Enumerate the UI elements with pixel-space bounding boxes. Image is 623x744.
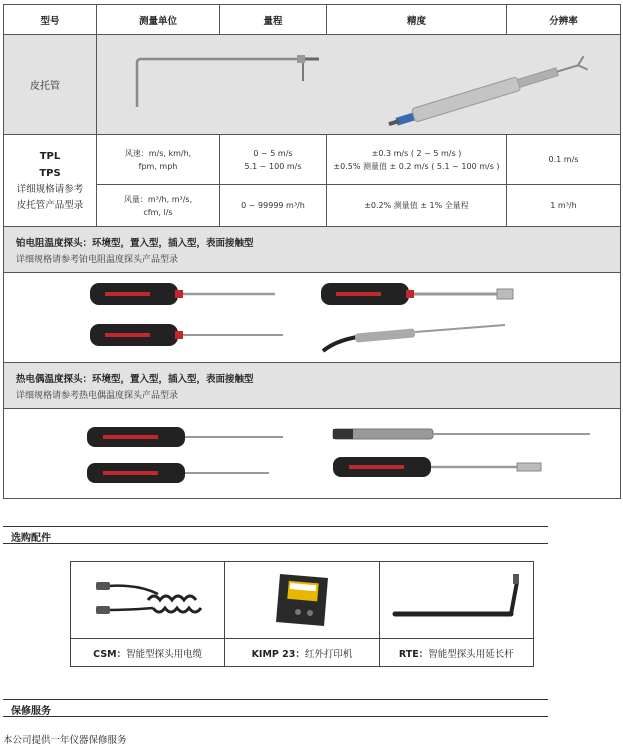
tpl-model-cell: [4, 135, 97, 227]
flow-resolution: 1 m³/h: [550, 201, 577, 210]
tc-section-title: 热电偶温度探头：环境型，置入型，插入型，表面接触型: [16, 373, 254, 385]
pt-probe-air-icon: [321, 283, 513, 305]
model-tps: TPS: [39, 167, 61, 179]
pt-probe-surface-icon: [323, 325, 505, 351]
cable-icon: [78, 564, 218, 634]
flow-range: 0 ~ 99999 m³/h: [241, 201, 305, 210]
pitot-images: [97, 35, 621, 135]
csm-label: [71, 639, 225, 667]
spec-table: [3, 4, 621, 499]
pitot-tube-l-icon: [137, 55, 319, 107]
tc-section-row: [4, 363, 621, 409]
kimp-label: [225, 639, 379, 667]
velocity-unit-1: 风速：m/s, km/h,: [124, 148, 192, 158]
tc-probe-immersion-icon: [87, 463, 269, 483]
pitot-row: [4, 35, 621, 135]
flow-unit-2: cfm, l/s: [143, 207, 173, 217]
pt-section-subtitle: 详细规格请参考铂电阻温度探头产品型录: [16, 254, 179, 265]
tpl-note-2: 皮托管产品型录: [16, 199, 84, 211]
header-resolution: 分辨率: [507, 5, 621, 35]
pitot-label: 皮托管: [30, 81, 60, 92]
pt-section-row: [4, 227, 621, 273]
warranty-heading: 保修服务: [3, 699, 548, 717]
tpl-note-1: 详细规格请参考: [16, 183, 84, 195]
header-accuracy: 精度: [327, 5, 507, 35]
rte-code: RTE：: [398, 648, 429, 660]
pt-section-title: 铂电阻温度探头：环境型，置入型，插入型，表面接触型: [16, 237, 254, 249]
tpl-row-flow: [4, 185, 621, 227]
velocity-accuracy-1: ±0.3 m/s ( 2 ~ 5 m/s ): [371, 148, 462, 158]
header-unit: 测量单位: [97, 5, 220, 35]
accessories-table: [70, 561, 534, 667]
header-range: 量程: [220, 5, 327, 35]
header-row: [4, 5, 621, 35]
velocity-range-2: 5.1 ~ 100 m/s: [244, 161, 302, 171]
tc-probes-row: [4, 409, 621, 499]
tc-probe-surface-icon: [333, 457, 541, 477]
pt-probe-ambient-icon: [90, 283, 275, 305]
kimp-image: [225, 562, 379, 639]
velocity-resolution: 0.1 m/s: [548, 155, 579, 164]
csm-code: CSM：: [93, 648, 127, 660]
tc-section-subtitle: 详细规格请参考热电偶温度探头产品型录: [16, 390, 179, 401]
pt-probe-images: [5, 273, 620, 359]
pitot-probe-icon: [386, 56, 587, 130]
velocity-unit-2: fpm, mph: [138, 161, 178, 171]
flow-unit-1: 风量：m³/h, m³/s,: [123, 194, 193, 204]
pt-probe-insertion-icon: [90, 324, 283, 346]
pitot-tube-images: [99, 35, 619, 131]
tpl-row-velocity: [4, 135, 621, 185]
velocity-accuracy-2: ±0.5% 测量值 ± 0.2 m/s ( 5.1 ~ 100 m/s ): [333, 161, 500, 171]
header-model: 型号: [4, 5, 97, 35]
printer-icon: [232, 564, 372, 634]
rte-image: [379, 562, 533, 639]
velocity-range-1: 0 ~ 5 m/s: [253, 148, 293, 158]
model-tpl: TPL: [39, 150, 61, 162]
tc-probe-insertion-icon: [333, 429, 590, 439]
pt-probes-row: [4, 273, 621, 363]
tc-probe-images: [5, 409, 620, 495]
kimp-name: 红外打印机: [304, 648, 353, 660]
csm-name: 智能型探头用电缆: [126, 648, 203, 660]
csm-image: [71, 562, 225, 639]
warranty-text: 本公司提供一年仪器保修服务: [3, 735, 127, 744]
rte-label: [379, 639, 533, 667]
accessories-heading: 选购配件: [3, 526, 548, 544]
flow-accuracy: ±0.2% 测量值 ± 1% 全量程: [364, 201, 469, 210]
tc-probe-ambient-icon: [87, 427, 283, 447]
kimp-code: KIMP 23：: [251, 648, 305, 660]
rte-name: 智能型探头用延长杆: [428, 648, 514, 660]
extension-rod-icon: [381, 564, 531, 634]
